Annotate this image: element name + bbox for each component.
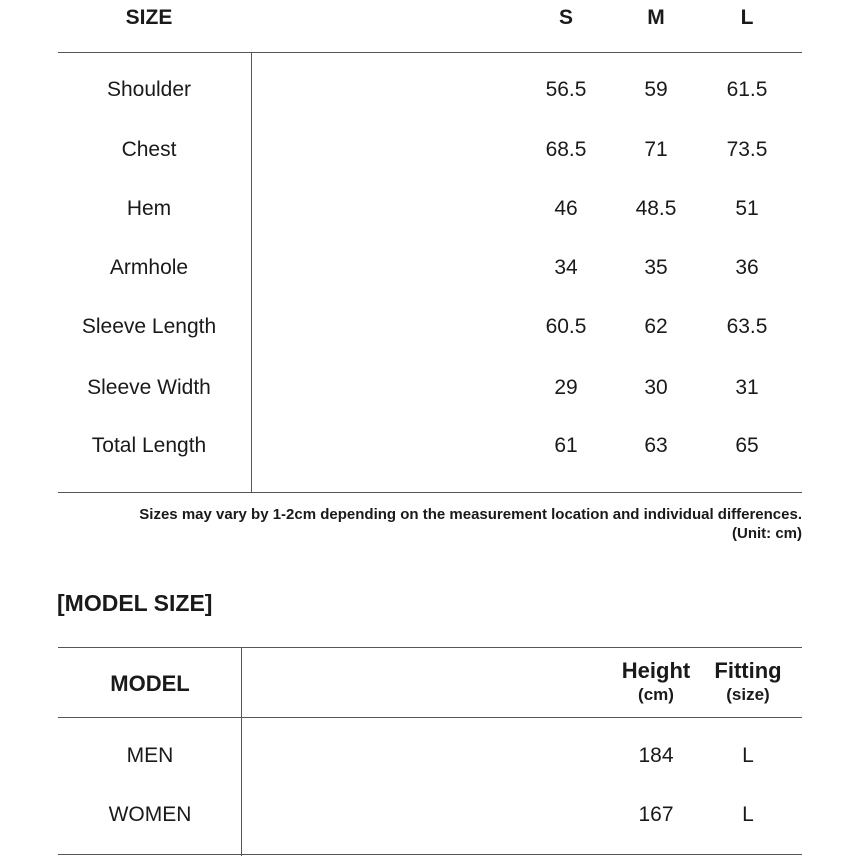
size-header-m: M — [647, 6, 665, 29]
cell-sleeve-length-s: 60.5 — [545, 315, 587, 338]
size-table-header-divider — [58, 52, 802, 53]
cell-chest-m: 71 — [644, 138, 668, 161]
size-table-bottom-border — [58, 492, 802, 493]
cell-chest-l: 73.5 — [726, 138, 768, 161]
cell-armhole-l: 36 — [735, 256, 759, 279]
row-label-sleeve-width: Sleeve Width — [87, 376, 211, 399]
cell-sleeve-width-s: 29 — [554, 376, 578, 399]
model-header-fitting: Fitting — [714, 658, 782, 683]
size-header-s: S — [558, 6, 573, 29]
model-men-height: 184 — [638, 744, 674, 767]
row-label-armhole: Armhole — [109, 256, 189, 279]
cell-armhole-s: 34 — [554, 256, 578, 279]
size-table-column-divider — [251, 53, 252, 492]
cell-armhole-m: 35 — [644, 256, 668, 279]
size-header-label: SIZE — [125, 6, 173, 29]
cell-shoulder-l: 61.5 — [726, 78, 768, 101]
row-label-shoulder: Shoulder — [106, 78, 192, 101]
cell-shoulder-s: 56.5 — [545, 78, 587, 101]
cell-hem-s: 46 — [554, 197, 578, 220]
model-row-women: WOMEN — [108, 803, 192, 826]
cell-total-length-s: 61 — [554, 434, 578, 457]
model-row-men: MEN — [126, 744, 174, 767]
model-header-fitting-unit: (size) — [726, 685, 770, 704]
unit-note: (Unit: cm) — [732, 525, 802, 542]
cell-chest-s: 68.5 — [545, 138, 587, 161]
row-label-chest: Chest — [121, 138, 177, 161]
row-label-sleeve-length: Sleeve Length — [81, 315, 217, 338]
cell-sleeve-width-l: 31 — [735, 376, 759, 399]
model-size-title: [MODEL SIZE] — [57, 590, 213, 616]
model-table-header-divider — [58, 717, 802, 718]
cell-sleeve-length-m: 62 — [644, 315, 668, 338]
row-label-total-length: Total Length — [91, 434, 207, 457]
model-header-label: MODEL — [110, 671, 190, 696]
model-header-height: Height — [621, 658, 691, 683]
cell-hem-l: 51 — [735, 197, 759, 220]
cell-shoulder-m: 59 — [644, 78, 668, 101]
model-table-bottom-border — [58, 854, 802, 855]
size-header-l: L — [740, 6, 754, 29]
model-men-fitting: L — [742, 744, 754, 767]
model-table-top-border — [58, 647, 802, 648]
cell-total-length-m: 63 — [644, 434, 668, 457]
model-header-height-unit: (cm) — [638, 685, 674, 704]
model-women-height: 167 — [638, 803, 674, 826]
measurement-note: Sizes may vary by 1-2cm depending on the measurement location and individual differences. — [139, 506, 802, 523]
cell-total-length-l: 65 — [735, 434, 759, 457]
cell-sleeve-width-m: 30 — [644, 376, 668, 399]
model-women-fitting: L — [742, 803, 754, 826]
row-label-hem: Hem — [126, 197, 172, 220]
cell-sleeve-length-l: 63.5 — [726, 315, 768, 338]
cell-hem-m: 48.5 — [635, 197, 677, 220]
